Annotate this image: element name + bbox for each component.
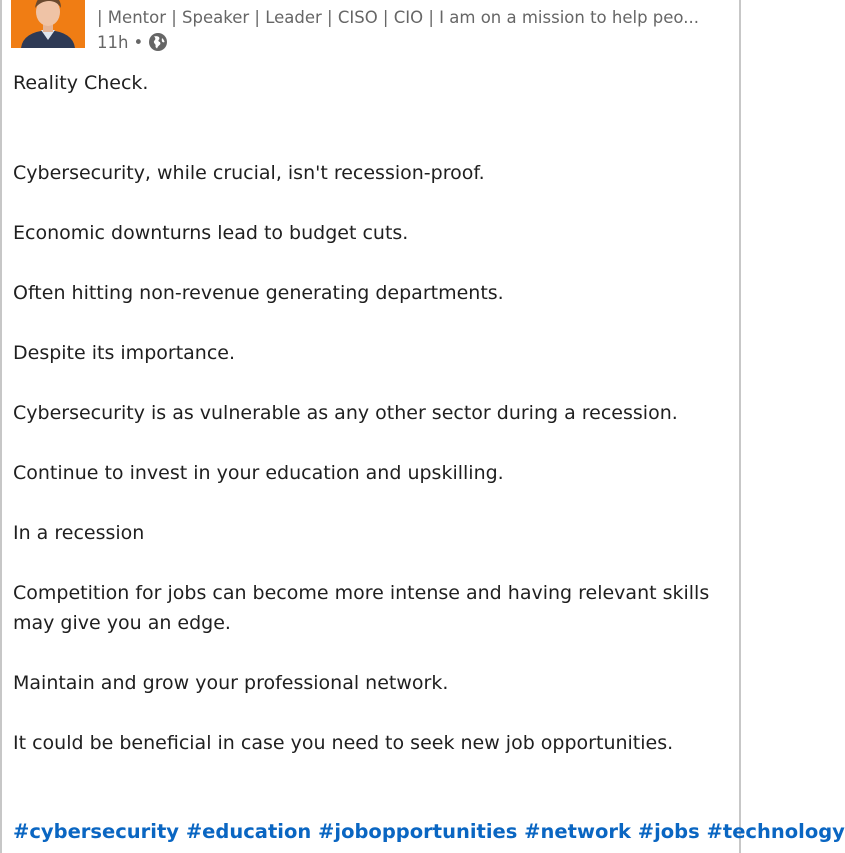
- post-meta: [97, 30, 168, 54]
- hashtag-network[interactable]: #network: [524, 820, 631, 843]
- post-body: [13, 68, 728, 758]
- hashtag-technology[interactable]: #technology: [706, 820, 845, 843]
- meta-separator: •: [133, 32, 144, 52]
- post-paragraph: Continue to invest in your education and upskilling.: [13, 462, 504, 484]
- hashtag-jobs[interactable]: #jobs: [637, 820, 700, 843]
- post-paragraph: Often hitting non-revenue generating departments.: [13, 282, 504, 304]
- hashtag-list: [13, 817, 845, 847]
- post-paragraph: Despite its importance.: [13, 342, 235, 364]
- post-paragraph: Maintain and grow your professional network.: [13, 672, 449, 694]
- post-paragraph: Economic downturns lead to budget cuts.: [13, 222, 409, 244]
- author-avatar[interactable]: [11, 0, 85, 48]
- post-timestamp: 11h: [97, 32, 129, 52]
- hashtag-jobopportunities[interactable]: #jobopportunities: [318, 820, 518, 843]
- post-paragraph: Competition for jobs can become more intense and having relevant skills may give you an edge.: [13, 582, 710, 634]
- post-paragraph: Cybersecurity is as vulnerable as any other sector during a recession.: [13, 402, 678, 424]
- post-paragraph: In a recession: [13, 522, 145, 544]
- post-paragraph: Cybersecurity, while crucial, isn't recession-proof.: [13, 162, 485, 184]
- hashtag-education[interactable]: #education: [185, 820, 312, 843]
- hashtag-cybersecurity[interactable]: #cybersecurity: [13, 820, 180, 843]
- globe-icon[interactable]: [148, 32, 168, 52]
- post-paragraph: Reality Check.: [13, 72, 149, 94]
- avatar-photo-icon: [11, 0, 85, 48]
- post-paragraph: It could be beneficial in case you need to seek new job opportunities.: [13, 732, 674, 754]
- author-headline[interactable]: | Mentor | Speaker | Leader | CISO | CIO | I am on a mission to help peo...: [97, 8, 699, 27]
